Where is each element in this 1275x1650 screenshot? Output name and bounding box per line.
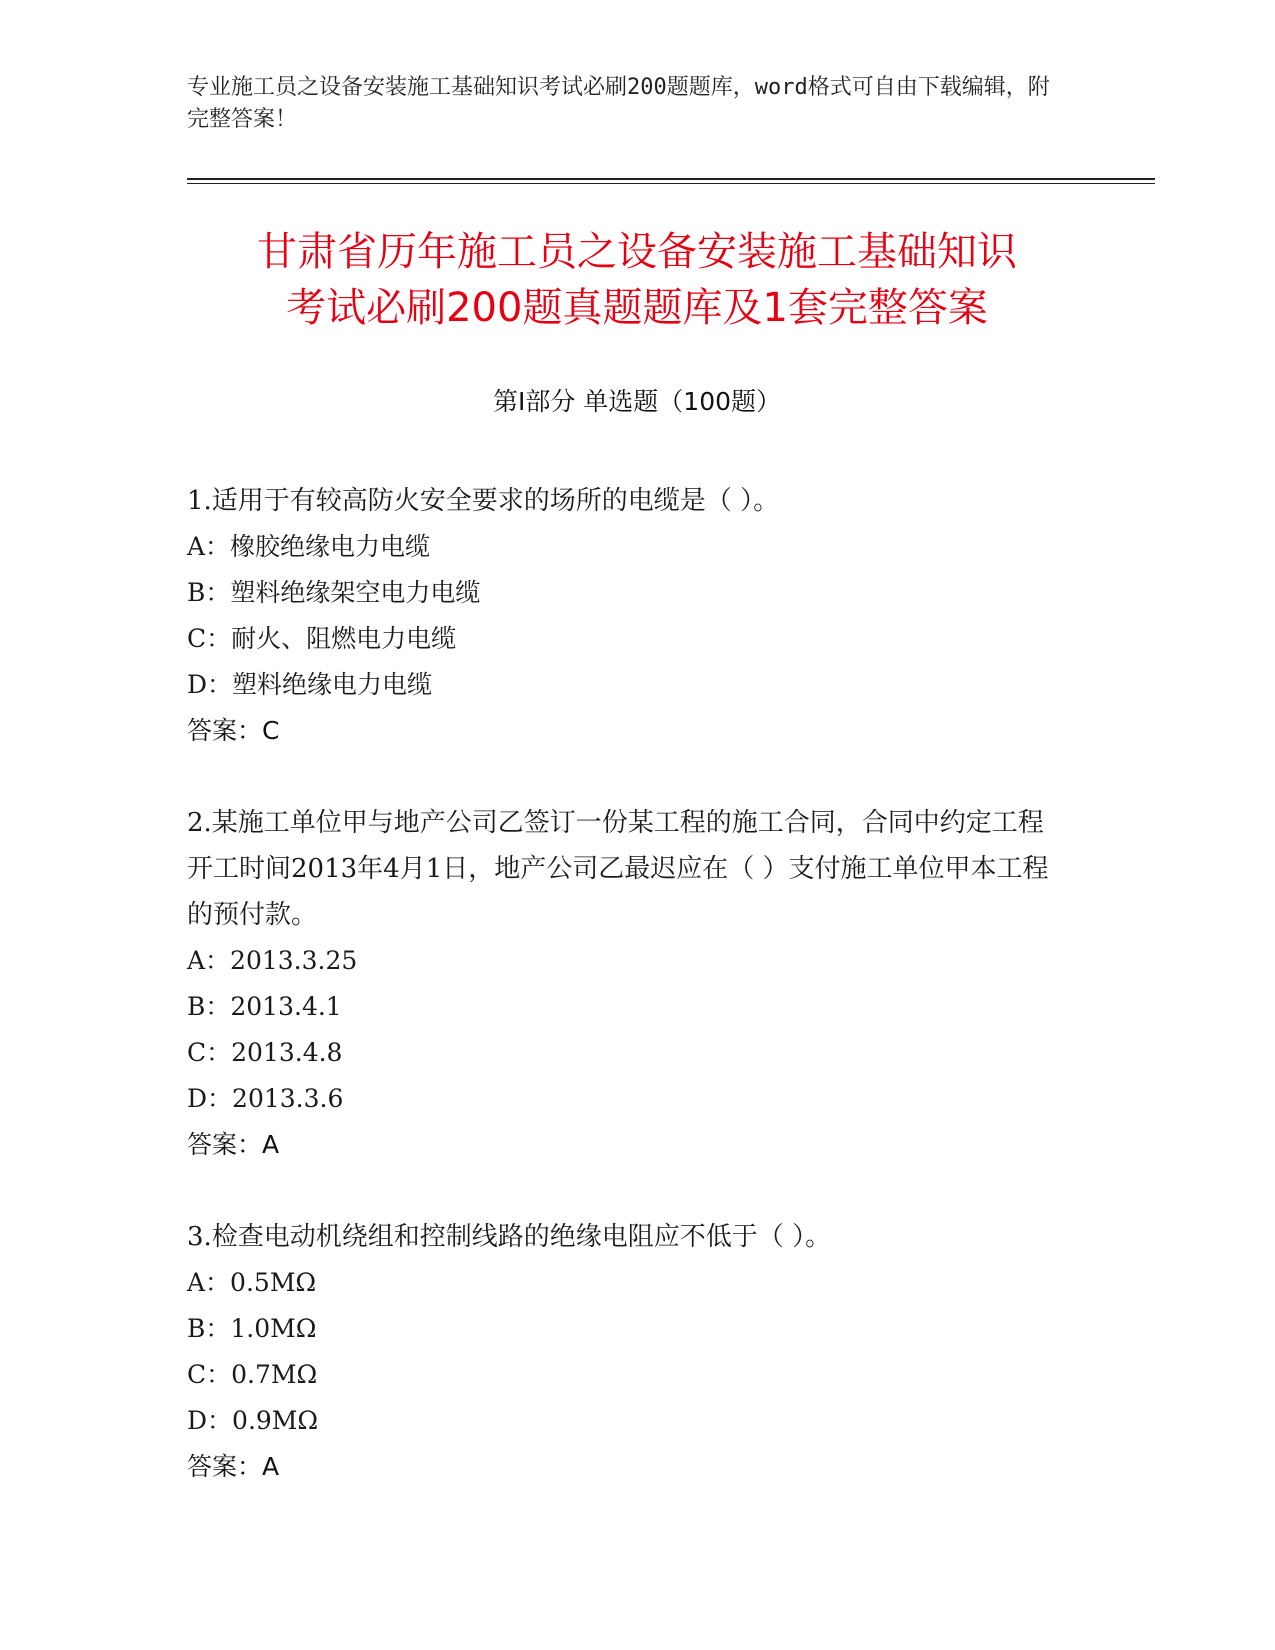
option-b: B：1.0MΩ xyxy=(187,1314,317,1343)
question-2 xyxy=(187,800,1057,1168)
question-stem: 2.某施工单位甲与地产公司乙签订一份某工程的施工合同，合同中约定工程开工时间2013年4月1日，地产公司乙最迟应在（ ）支付施工单位甲本工程的预付款。 xyxy=(187,808,1049,930)
option-a: A：2013.3.25 xyxy=(187,946,358,975)
section-title: 第I部分 单选题（100题） xyxy=(492,387,782,416)
option-d: D：塑料绝缘电力电缆 xyxy=(187,670,433,699)
option-a: A：橡胶绝缘电力电缆 xyxy=(187,532,431,561)
option-c: C：0.7MΩ xyxy=(187,1360,318,1389)
answer: 答案：A xyxy=(187,1452,280,1481)
answer: 答案：C xyxy=(187,716,280,745)
question-stem: 3.检查电动机绕组和控制线路的绝缘电阻应不低于（ ）。 xyxy=(187,1222,832,1252)
option-c: C：耐火、阻燃电力电缆 xyxy=(187,624,457,653)
question-list xyxy=(187,478,1057,1536)
option-c: C：2013.4.8 xyxy=(187,1038,343,1067)
title-line-2: 考试必刷200题真题题库及1套完整答案 xyxy=(286,285,988,331)
option-b: B：塑料绝缘架空电力电缆 xyxy=(187,578,481,607)
option-d: D：2013.3.6 xyxy=(187,1084,344,1113)
title-line-1: 甘肃省历年施工员之设备安装施工基础知识 xyxy=(257,229,1017,275)
header-divider-thick xyxy=(187,178,1155,180)
question-3 xyxy=(187,1214,1057,1490)
option-a: A：0.5MΩ xyxy=(187,1268,317,1297)
header-divider-thin xyxy=(187,183,1155,184)
answer: 答案：A xyxy=(187,1130,280,1159)
option-d: D：0.9MΩ xyxy=(187,1406,319,1435)
document-title xyxy=(187,224,1087,336)
question-1 xyxy=(187,478,1057,754)
question-stem: 1.适用于有较高防火安全要求的场所的电缆是（ ）。 xyxy=(187,486,780,516)
option-b: B：2013.4.1 xyxy=(187,992,342,1021)
header-note: 专业施工员之设备安装施工基础知识考试必刷200题题库，word格式可自由下载编辑，附完整答案！ xyxy=(187,75,1050,132)
